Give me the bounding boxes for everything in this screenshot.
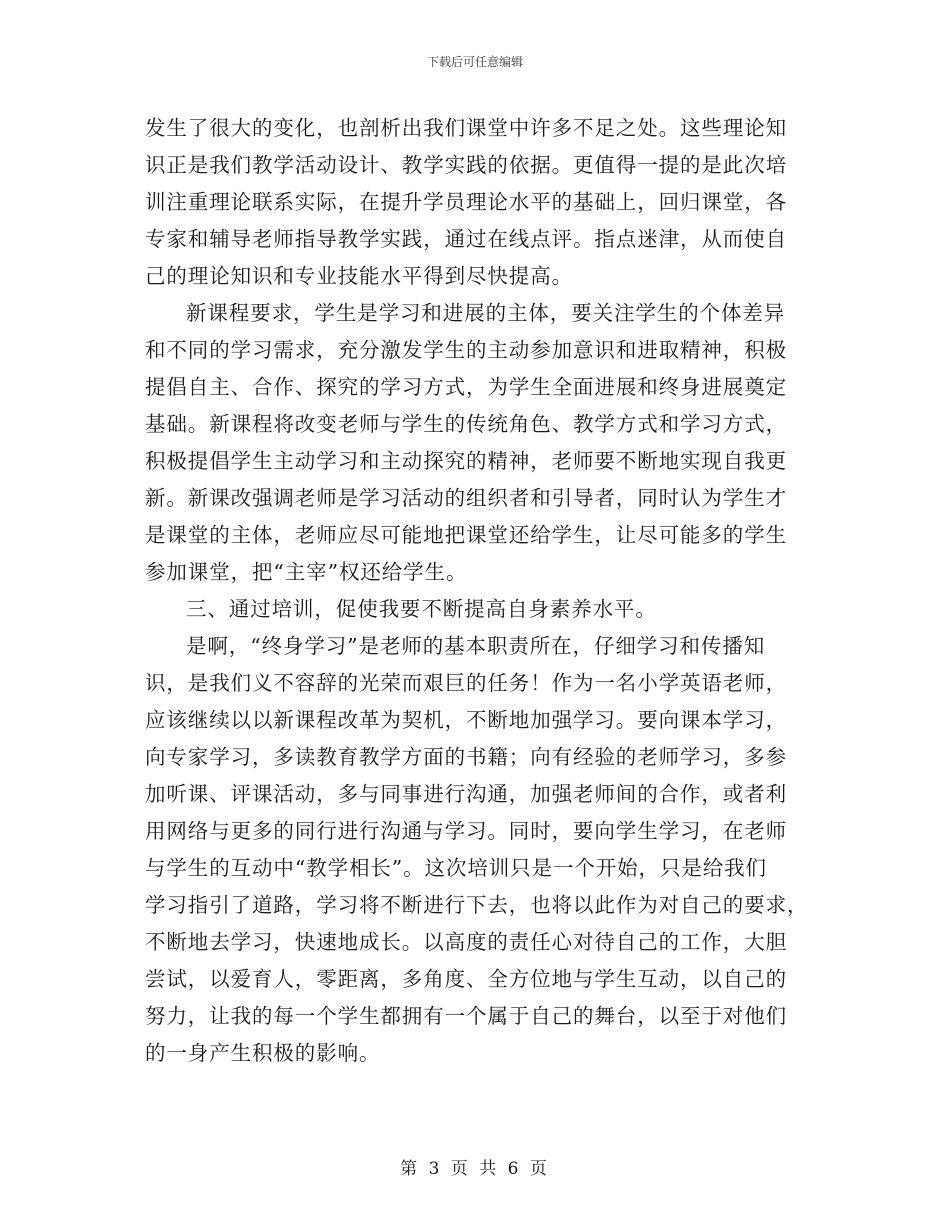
text-line: 与学生的互动中“教学相长”。这次培训只是一个开始，只是给我们 (145, 856, 767, 880)
text-line: 的一身产生积极的影响。 (145, 1041, 381, 1065)
page-number-footer: 第 3 页 共 6 页 (400, 1159, 550, 1179)
text-line: 用网络与更多的同行进行沟通与学习。同时，要向学生学习，在老师 (145, 819, 787, 843)
text-line: 向专家学习，多读教育教学方面的书籍；向有经验的老师学习，多参 (145, 745, 787, 769)
text-line: 新。新课改强调老师是学习活动的组织者和引导者，同时认为学生才 (145, 486, 787, 510)
text-line: 不断地去学习，快速地成长。以高度的责任心对待自己的工作，大胆 (145, 930, 787, 954)
text-line: 识，是我们义不容辞的光荣而艰巨的任务！作为一名小学英语老师， (145, 671, 787, 695)
text-line: 努力，让我的每一个学生都拥有一个属于自己的舞台，以至于对他们 (145, 1004, 787, 1028)
section-heading: 三、通过培训，促使我要不断提高自身素养水平。 (186, 597, 657, 621)
text-line: 识正是我们教学活动设计、教学实践的依据。更值得一提的是此次培 (145, 153, 787, 177)
text-line: 发生了很大的变化，也剖析出我们课堂中许多不足之处。这些理论知 (145, 116, 787, 140)
text-line: 参加课堂，把“主宰”权还给学生。 (145, 560, 468, 584)
paragraph-first-line: 是啊，“终身学习”是老师的基本职责所在，仔细学习和传播知 (186, 634, 766, 658)
document-body (145, 110, 810, 1072)
text-line: 己的理论知识和专业技能水平得到尽快提高。 (145, 264, 573, 288)
text-line: 专家和辅导老师指导教学实践，通过在线点评。指点迷津，从而使自 (145, 227, 787, 251)
text-line: 提倡自主、合作、探究的学习方式，为学生全面进展和终身进展奠定 (145, 375, 787, 399)
text-line: 是课堂的主体，老师应尽可能地把课堂还给学生，让尽可能多的学生 (145, 523, 787, 547)
paragraph-first-line: 新课程要求，学生是学习和进展的主体，要关注学生的个体差异 (186, 301, 786, 325)
page-header: 下载后可任意编辑 (426, 55, 523, 69)
text-line: 加听课、评课活动，多与同事进行沟通，加强老师间的合作，或者利 (145, 782, 787, 806)
text-line: 学习指引了道路，学习将不断进行下去，也将以此作为对自己的要求， (145, 893, 809, 917)
text-line: 积极提倡学生主动学习和主动探究的精神，老师要不断地实现自我更 (145, 449, 787, 473)
text-line: 应该继续以以新课程改革为契机，不断地加强学习。要向课本学习， (145, 708, 787, 732)
text-line: 基础。新课程将改变老师与学生的传统角色、教学方式和学习方式， (145, 412, 787, 436)
text-line: 尝试，以爱育人，零距离，多角度、全方位地与学生互动，以自己的 (145, 967, 787, 991)
text-line: 和不同的学习需求，充分激发学生的主动参加意识和进取精神，积极 (145, 338, 787, 362)
text-line: 训注重理论联系实际，在提升学员理论水平的基础上，回归课堂，各 (145, 190, 787, 214)
